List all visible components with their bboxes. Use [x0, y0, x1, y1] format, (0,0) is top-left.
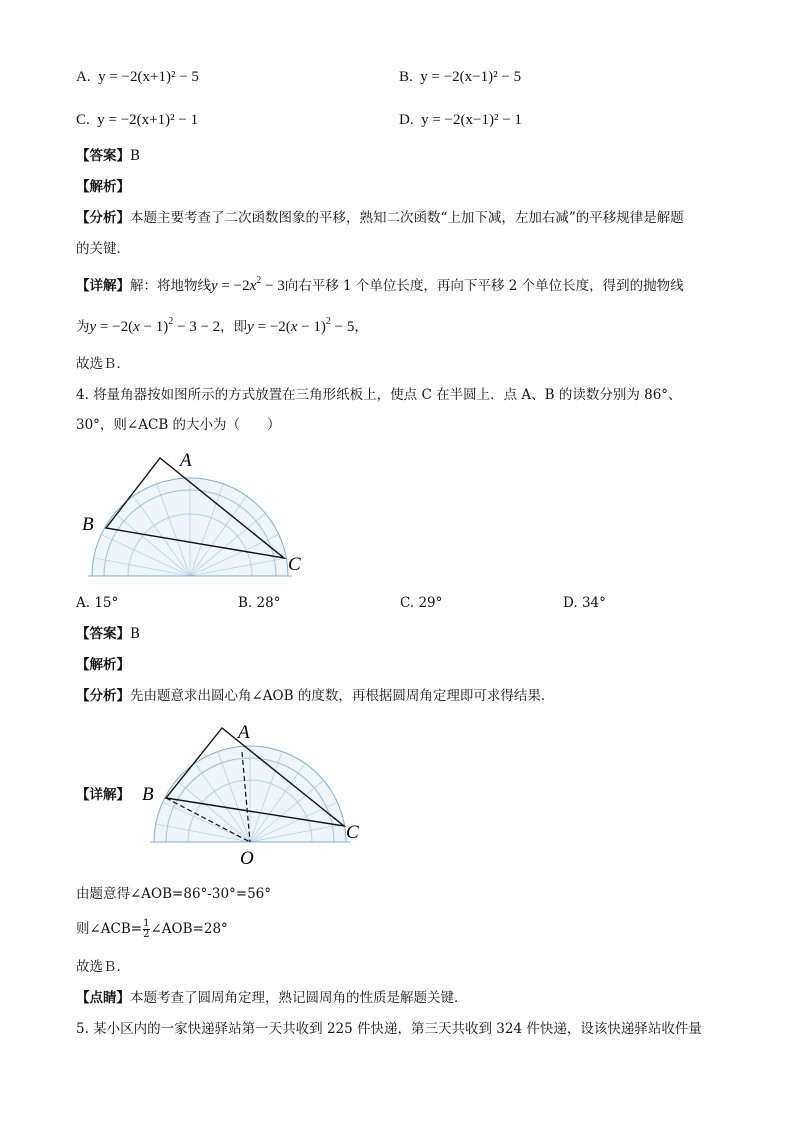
answer-line — [76, 147, 140, 165]
dianjing-tag: 【点睛】 — [76, 990, 130, 1006]
option-label: C. — [400, 595, 415, 611]
conclusion: 故选Ｂ． — [76, 356, 130, 372]
option-label: B. — [399, 69, 413, 85]
option-c — [76, 111, 198, 129]
detail-text: 解：将地物线 — [130, 278, 211, 294]
option-d — [399, 111, 522, 129]
step-1: 由题意得∠AOB=86°-30°=56° — [76, 886, 272, 902]
option-label: A. — [76, 595, 91, 611]
answer-value: B — [130, 148, 140, 164]
option-expr: y = −2(x+1)² − 1 — [97, 112, 199, 128]
protractor-figure-with-center — [138, 716, 370, 872]
q4-analysis-tag: 【解析】 — [76, 657, 130, 673]
answer-tag: 【答案】 — [76, 626, 130, 642]
question-stem: 4. 将量角器按如图所示的方式放置在三角形纸板上，使点 C 在半圆上．点 A、B 的读数分别为 86°、 — [76, 387, 682, 403]
label-o: O — [240, 848, 254, 869]
formula-original: $y = -2x^2 - 3$ — [211, 275, 285, 294]
fenxi-text: 先由题意求出圆心角∠AOB 的度数，再根据圆周角定理即可求得结果． — [130, 688, 555, 704]
step-text: ∠AOB=28° — [150, 921, 228, 937]
option-label: B. — [238, 595, 253, 611]
label-c: C — [346, 822, 359, 843]
detail-line — [76, 277, 684, 297]
option-expr: y = −2(x−1)² − 5 — [420, 69, 522, 85]
fraction-numerator: 1 — [143, 918, 150, 929]
fenxi-line — [76, 209, 684, 227]
option-label: D. — [399, 112, 414, 128]
answer-value: B — [130, 626, 140, 642]
fenxi-text: 本题主要考查了二次函数图象的平移，熟知二次函数“上加下减，左加右减”的平移规律是解题 — [130, 210, 684, 226]
fenxi-line-2: 的关键． — [76, 241, 130, 257]
q4-conclusion: 故选Ｂ． — [76, 959, 130, 975]
protractor — [88, 478, 292, 576]
option-value: 29° — [418, 595, 443, 611]
q5-stem: 5. 某小区内的一家快递驿站第一天共收到 225 件快递，第三天共收到 324 件快递，设该快递驿站收件量 — [76, 1021, 702, 1037]
detail-text: ， — [354, 319, 368, 335]
formula-shifted: $y = -2(x - 1)^2 - 3 - 2$ — [89, 316, 221, 335]
detail-text: ，即 — [220, 319, 248, 335]
detail-text: 为 — [76, 319, 90, 335]
detail-text: 向右平移 1 个单位长度，再向下平移 2 个单位长度，得到的抛物线 — [284, 278, 684, 294]
option-value: 15° — [94, 595, 119, 611]
option-label: C. — [76, 112, 90, 128]
detail-line-2 — [76, 318, 368, 338]
detail-tag: 【详解】 — [76, 278, 130, 294]
q4-option-b — [238, 594, 280, 612]
fraction-half — [143, 919, 149, 940]
fenxi-tag: 【分析】 — [76, 688, 130, 704]
label-a: A — [238, 722, 250, 743]
step-2 — [76, 919, 228, 940]
q4-option-c — [400, 594, 442, 612]
label-b: B — [82, 514, 94, 535]
option-a — [76, 68, 199, 86]
dianjing-text: 本题考查了圆周角定理，熟记圆周角的性质是解题关键． — [130, 990, 468, 1006]
fenxi-tag: 【分析】 — [76, 210, 130, 226]
label-a: A — [180, 450, 192, 471]
option-value: 28° — [256, 595, 281, 611]
q4-detail-tag: 【详解】 — [76, 787, 130, 803]
option-b — [399, 68, 521, 86]
option-label: A. — [76, 69, 91, 85]
option-expr: y = −2(x−1)² − 1 — [421, 112, 522, 128]
q4-option-d — [563, 594, 606, 612]
label-c: C — [288, 554, 301, 575]
analysis-tag: 【解析】 — [76, 179, 130, 195]
q4-answer — [76, 625, 140, 643]
protractor — [150, 746, 350, 842]
question-stem-2: 30°，则∠ACB 的大小为（ ） — [76, 417, 281, 433]
label-b: B — [142, 784, 154, 805]
answer-tag: 【答案】 — [76, 148, 130, 164]
protractor-figure — [78, 448, 318, 583]
option-value: 34° — [581, 595, 606, 611]
step-text: 则∠ACB= — [76, 921, 143, 937]
fraction-denominator: 2 — [143, 929, 150, 940]
option-expr: y = −2(x+1)² − 5 — [98, 69, 199, 85]
q4-option-a — [76, 594, 118, 612]
q4-fenxi — [76, 687, 554, 705]
option-label: D. — [563, 595, 578, 611]
formula-result: $y = -2(x - 1)^2 - 5$ — [247, 316, 355, 335]
dianjing-line — [76, 989, 468, 1007]
